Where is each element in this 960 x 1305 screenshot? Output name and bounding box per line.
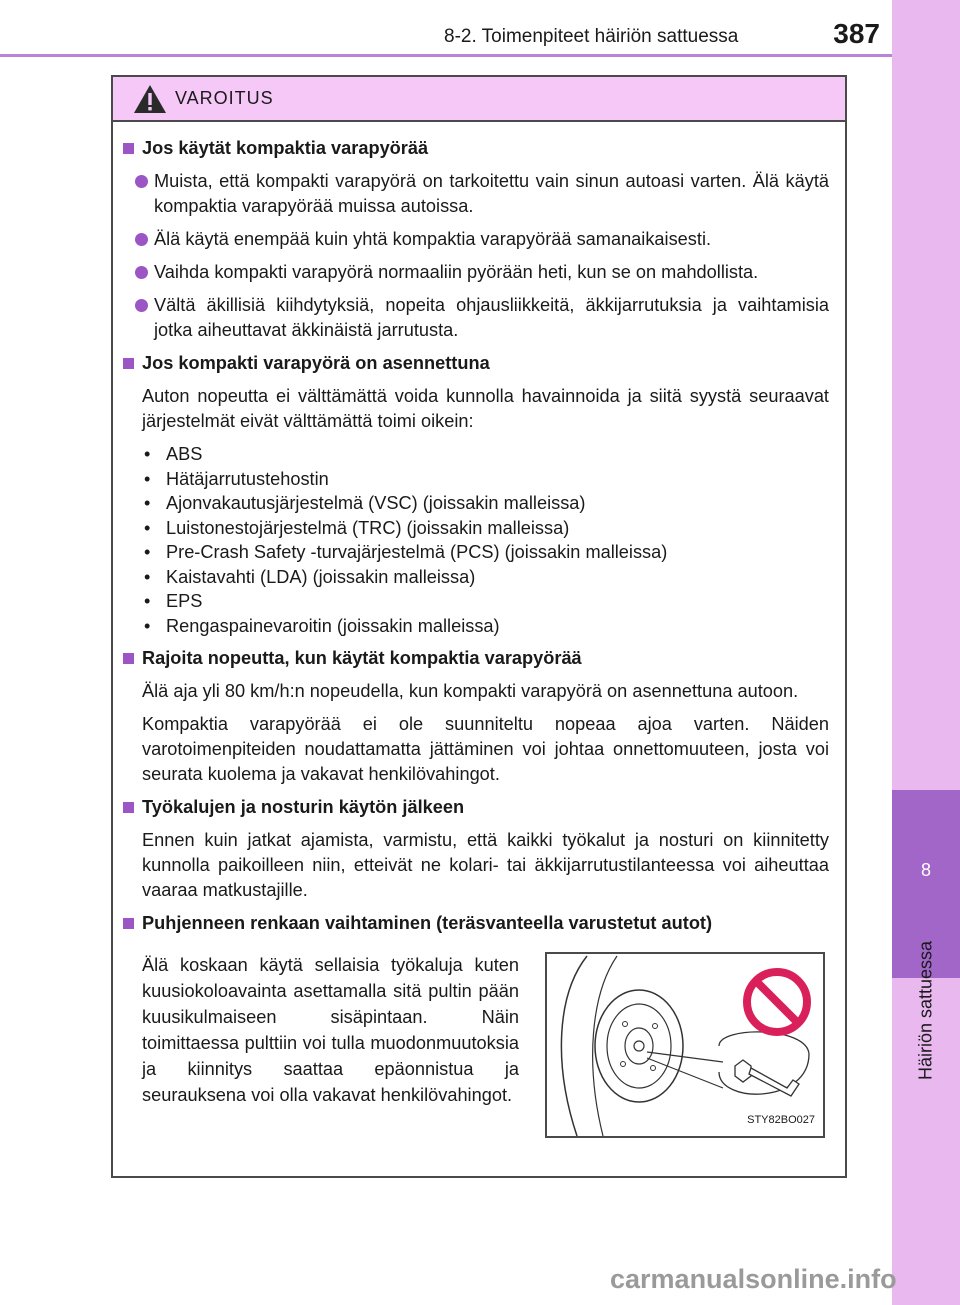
paragraph: Auton nopeutta ei välttämättä voida kunnolla havainnoida ja siitä syystä seuraavat järjestelmät eivät välttämättä toimi oikein: [142, 386, 829, 431]
paragraph: Kompaktia varapyörää ei ole suunniteltu nopeaa ajoa varten. Näiden varotoimenpiteiden noudattamatta jättäminen voi johtaa onnettomuuteen, josta voi seurata kuolema ja vakavat henkilövahingot. [142, 714, 829, 784]
square-bullet-icon [123, 802, 134, 813]
illustrated-warning [142, 952, 829, 1138]
list-item: Vältä äkillisiä kiihdytyksiä, nopeita ohjausliikkeitä, äkkijarrutuksia ja vaihtamisia jotka aiheuttavat äkkinäistä jarrutusta. [135, 293, 829, 343]
list-item: Vaihda kompakti varapyörä normaaliin pyörään heti, kun se on mahdollista. [135, 260, 829, 285]
running-header-section: 8-2. Toimenpiteet häiriön sattuessa [444, 26, 739, 47]
list-item: • Pre-Crash Safety -turvajärjestelmä (PCS) (joissakin malleissa) [144, 542, 668, 562]
paragraph: Ennen kuin jatkat ajamista, varmistu, että kaikki työkalut ja nosturi on kiinnitetty kunnolla paikoilleen niin, etteivät ne kolari- tai äkkijarrutustilanteessa voi aiheuttaa vaaraa matkustajille. [142, 830, 829, 900]
list-item: • Luistonestojärjestelmä (TRC) (joissakin malleissa) [144, 517, 570, 538]
header-rule [0, 54, 892, 57]
system-list [142, 442, 829, 638]
section-heading: Jos käytät kompaktia varapyörää [121, 136, 829, 161]
paragraph: Älä koskaan käytä sellaisia työkaluja kuten kuusiokoloavainta asettamalla sitä pultin pään kuusikulmaiseen sisäpintaan. Näin toimittaessa pulttiin voi tulla muodonmuutoksia ja kiinnitys saattaa epäonnistua ja seurauksena voi olla vakavat henkilövahingot. [142, 955, 519, 1105]
list-item: • Ajonvakautusjärjestelmä (VSC) (joissakin malleissa) [144, 493, 586, 513]
figure-code: STY82BO027 [745, 1108, 817, 1133]
chapter-number: 8 [920, 860, 931, 880]
list-item: • Kaistavahti (LDA) (joissakin malleissa) [144, 566, 476, 587]
square-bullet-icon [123, 653, 134, 664]
square-bullet-icon [123, 358, 134, 369]
warning-title: VAROITUS [175, 88, 274, 108]
list-item: Muista, että kompakti varapyörä on tarkoitettu vain sinun autoasi varten. Älä käytä kompaktia varapyörää muissa autoissa. [135, 169, 829, 219]
section-heading: Työkalujen ja nosturin käytön jälkeen [121, 795, 829, 820]
warning-header [113, 77, 845, 122]
watermark: carmanualsonline.info [610, 1264, 897, 1294]
square-bullet-icon [123, 143, 134, 154]
chapter-title-vertical: Häiriön sattuessa [915, 940, 936, 1080]
section-heading: Rajoita nopeutta, kun käytät kompaktia varapyörää [121, 646, 829, 671]
round-bullet-icon [135, 266, 148, 279]
square-bullet-icon [123, 918, 134, 929]
warning-body [113, 122, 845, 1138]
chapter-side-tab [892, 0, 960, 1305]
list-item: • ABS [144, 444, 203, 464]
round-bullet-icon [135, 175, 148, 188]
wheel-illustration [545, 952, 825, 1138]
warning-box [111, 75, 847, 1178]
page-number: 387 [833, 18, 880, 49]
list-item: • Rengaspainevaroitin (joissakin malleissa) [144, 615, 500, 636]
section-heading: Puhjenneen renkaan vaihtaminen (teräsvanteella varustetut autot) [121, 911, 829, 936]
round-bullet-icon [135, 299, 148, 312]
paragraph: Älä aja yli 80 km/h:n nopeudella, kun kompakti varapyörä on asennettuna autoon. [142, 681, 799, 701]
list-item: • EPS [144, 591, 203, 611]
warning-triangle-icon [133, 84, 167, 114]
round-bullet-icon [135, 233, 148, 246]
section-heading: Jos kompakti varapyörä on asennettuna [121, 351, 829, 376]
list-item: Älä käytä enempää kuin yhtä kompaktia varapyörää samanaikaisesti. [135, 227, 829, 252]
list-item: • Hätäjarrutustehostin [144, 468, 329, 489]
